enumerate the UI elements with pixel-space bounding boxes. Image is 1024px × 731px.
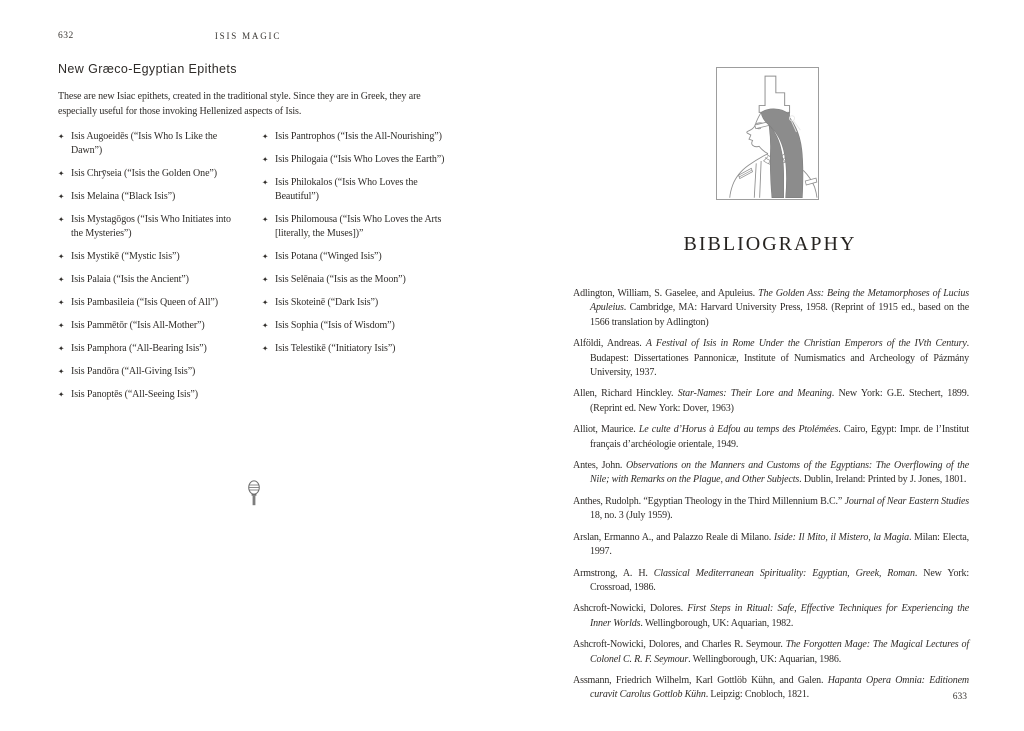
star-bullet-icon: ✦	[262, 274, 269, 284]
bibliography-entry	[573, 495, 969, 524]
epithet-text: Isis Augoeidēs (“Isis Who Is Like the Dawn”)	[71, 131, 218, 156]
bib-text: Antes, John.	[573, 460, 626, 472]
bib-text: . Cairo, Egypt: Impr. de l’Institut français d’archéologie orientale, 1949.	[590, 424, 969, 450]
epithet-item	[58, 319, 244, 333]
bib-text: . Leipzig: Cnobloch, 1821.	[705, 689, 810, 701]
epithet-text: Isis Pambasileia (“Isis Queen of All”)	[71, 297, 218, 308]
bib-title-italic: Star-Names: Their Lore and Meaning	[677, 388, 832, 400]
star-bullet-icon: ✦	[58, 320, 65, 330]
bibliography-entry	[573, 602, 969, 631]
epithet-column-col1	[58, 130, 244, 411]
epithet-item	[262, 130, 458, 144]
epithet-item	[262, 176, 458, 204]
star-bullet-icon: ✦	[262, 214, 269, 224]
bib-text: . New York: G.E. Stechert, 1899. (Reprint ed. New York: Dover, 1963)	[590, 388, 969, 414]
bib-text: 18, no. 3 (July 1959).	[590, 510, 673, 522]
bibliography-entry	[573, 337, 969, 380]
epithet-text: Isis Panoptēs (“All-Seeing Isis”)	[71, 389, 198, 400]
bib-title-italic: First Steps in Ritual: Safe, Effective Techniques for Experiencing the Inner Worlds	[590, 603, 969, 629]
bib-text: . Budapest: Dissertationes Pannonicæ, Institute of Numismatics and Archeology of Pázmány University, 1937.	[590, 338, 969, 379]
star-bullet-icon: ✦	[58, 366, 65, 376]
epithet-item	[58, 213, 244, 241]
bib-title-italic: Journal of Near Eastern Studies	[844, 495, 969, 507]
epithet-item	[262, 250, 458, 264]
star-bullet-icon: ✦	[262, 177, 269, 187]
bib-text: Adlington, William, S. Gaselee, and Apuleius.	[573, 288, 759, 299]
star-bullet-icon: ✦	[262, 251, 269, 261]
bib-text: . Wellingborough, UK: Aquarian, 1982.	[640, 617, 794, 629]
epithet-text: Isis Philomousa (“Isis Who Loves the Arts [literally, the Muses])”	[275, 214, 442, 239]
epithet-item	[58, 273, 244, 287]
epithet-item	[58, 130, 244, 158]
epithet-text: Isis Mystagōgos (“Isis Who Initiates into the Mysteries”)	[71, 214, 231, 239]
epithet-text: Isis Melaina (“Black Isis”)	[71, 191, 176, 202]
chapter-heading: BIBLIOGRAPHY	[683, 233, 857, 255]
epithet-text: Isis Chrȳseia (“Isis the Golden One”)	[71, 168, 217, 179]
bib-title-italic: Hapanta Opera Omnia: Editionem curavit Carolus Gottlob Kühn	[590, 674, 969, 701]
epithet-text: Isis Pammētōr (“Isis All-Mother”)	[71, 320, 205, 331]
bib-text: Anthes, Rudolph. “Egyptian Theology in the Third Millennium B.C.”	[573, 495, 845, 507]
epithet-text: Isis Telestikē (“Initiatory Isis”)	[275, 343, 396, 354]
bib-title-italic: Le culte d’Horus à Edfou au temps des Ptolémées	[638, 424, 839, 436]
epithet-item	[262, 342, 458, 356]
bib-title-italic: Classical Mediterranean Spirituality: Egyptian, Greek, Roman	[653, 567, 915, 579]
epithet-item	[58, 296, 244, 310]
star-bullet-icon: ✦	[58, 251, 65, 261]
bibliography-list	[573, 287, 969, 710]
bib-text: Allen, Richard Hinckley.	[573, 388, 678, 400]
star-bullet-icon: ✦	[262, 154, 269, 164]
star-bullet-icon: ✦	[262, 297, 269, 307]
bib-title-italic: The Forgotten Mage: The Magical Lectures of Colonel C. R. F. Seymour	[590, 639, 969, 665]
epithet-text: Isis Skoteinē (“Dark Isis”)	[275, 297, 379, 308]
star-bullet-icon: ✦	[262, 131, 269, 141]
epithet-item	[262, 296, 458, 310]
epithet-text: Isis Pamphora (“All-Bearing Isis”)	[71, 343, 207, 354]
bibliography-entry	[573, 638, 969, 667]
intro-paragraph: These are new Isiac epithets, created in the traditional style. Since they are in Greek, they are especially useful for those invoking Hellenized aspects of Isis.	[58, 91, 421, 117]
star-bullet-icon: ✦	[58, 274, 65, 284]
epithet-item	[58, 388, 244, 402]
epithet-column-col2	[262, 130, 458, 365]
star-bullet-icon: ✦	[58, 168, 65, 178]
bib-text: Ashcroft-Nowicki, Dolores.	[573, 603, 688, 615]
epithet-item	[58, 250, 244, 264]
bib-title-italic: Observations on the Manners and Customs of the Egyptians: The Overflowing of the Nile; with Remarks on the Plague, and Other Subjects	[590, 460, 969, 486]
bibliography-entry	[573, 423, 969, 452]
epithet-item	[58, 167, 244, 181]
bibliography-entry	[573, 287, 969, 330]
bib-text: Arslan, Ermanno A., and Palazzo Reale di Milano.	[573, 531, 774, 543]
bib-text: . Milan: Electa, 1997.	[590, 531, 970, 558]
page-number-right: 633	[952, 692, 967, 702]
star-bullet-icon: ✦	[58, 131, 65, 141]
bib-text: . Dublin, Ireland: Printed by J. Jones, 1801.	[799, 474, 967, 486]
star-bullet-icon: ✦	[262, 343, 269, 353]
running-head: ISIS MAGIC	[214, 31, 282, 41]
epithet-item	[262, 319, 458, 333]
star-bullet-icon: ✦	[58, 214, 65, 224]
epithet-text: Isis Palaia (“Isis the Ancient”)	[71, 274, 189, 285]
bib-title-italic: A Festival of Isis in Rome Under the Christian Emperors of the IVth Century	[645, 338, 967, 350]
epithet-text: Isis Pantrophos (“Isis the All-Nourishing”)	[275, 131, 442, 142]
star-bullet-icon: ✦	[58, 297, 65, 307]
epithet-text: Isis Selēnaia (“Isis as the Moon”)	[275, 274, 406, 285]
bib-title-italic: The Golden Ass: Being the Metamorphoses of Lucius Apuleius	[590, 288, 969, 314]
bibliography-entry	[573, 459, 969, 488]
bib-title-italic: Iside: Il Mito, il Mistero, la Magia	[773, 531, 909, 543]
epithet-item	[262, 213, 458, 241]
epithet-text: Isis Mystikē (“Mystic Isis”)	[71, 251, 180, 262]
bib-text: . Wellingborough, UK: Aquarian, 1986.	[688, 653, 842, 665]
epithet-item	[262, 273, 458, 287]
page-number-left: 632	[58, 31, 74, 41]
section-heading: New Græco-Egyptian Epithets	[58, 62, 237, 76]
bib-text: . New York: Crossroad, 1986.	[590, 567, 969, 593]
bibliography-entry	[573, 567, 969, 596]
epithet-item	[58, 190, 244, 204]
star-bullet-icon: ✦	[262, 320, 269, 330]
star-bullet-icon: ✦	[58, 389, 65, 399]
bib-text: . Cambridge, MA: Harvard University Press, 1958. (Reprint of 1915 ed., based on the 1566 translation by Adlington)	[590, 302, 969, 328]
epithet-text: Isis Pandōra (“All-Giving Isis”)	[71, 366, 196, 377]
epithet-item	[262, 153, 458, 167]
epithet-item	[58, 342, 244, 356]
star-bullet-icon: ✦	[58, 191, 65, 201]
star-bullet-icon: ✦	[58, 343, 65, 353]
isis-profile-illustration	[716, 67, 819, 200]
epithet-text: Isis Philokalos (“Isis Who Loves the Beautiful”)	[275, 177, 418, 202]
epithet-text: Isis Potana (“Winged Isis”)	[275, 251, 382, 262]
epithet-text: Isis Sophia (“Isis of Wisdom”)	[275, 320, 395, 331]
bibliography-entry	[573, 387, 969, 416]
bib-text: Assmann, Friedrich Wilhelm, Karl Gottlöb Kühn, and Galen.	[573, 674, 828, 686]
bib-text: Armstrong, A. H.	[573, 567, 654, 579]
sistrum-ornament-icon	[247, 480, 261, 506]
epithet-item	[58, 365, 244, 379]
epithet-text: Isis Philogaia (“Isis Who Loves the Earth”)	[275, 154, 445, 165]
bib-text: Ashcroft-Nowicki, Dolores, and Charles R. Seymour.	[573, 639, 786, 651]
bibliography-entry	[573, 531, 969, 560]
bib-text: Alliot, Maurice.	[573, 424, 639, 436]
bib-text: Alföldi, Andreas.	[573, 338, 646, 350]
